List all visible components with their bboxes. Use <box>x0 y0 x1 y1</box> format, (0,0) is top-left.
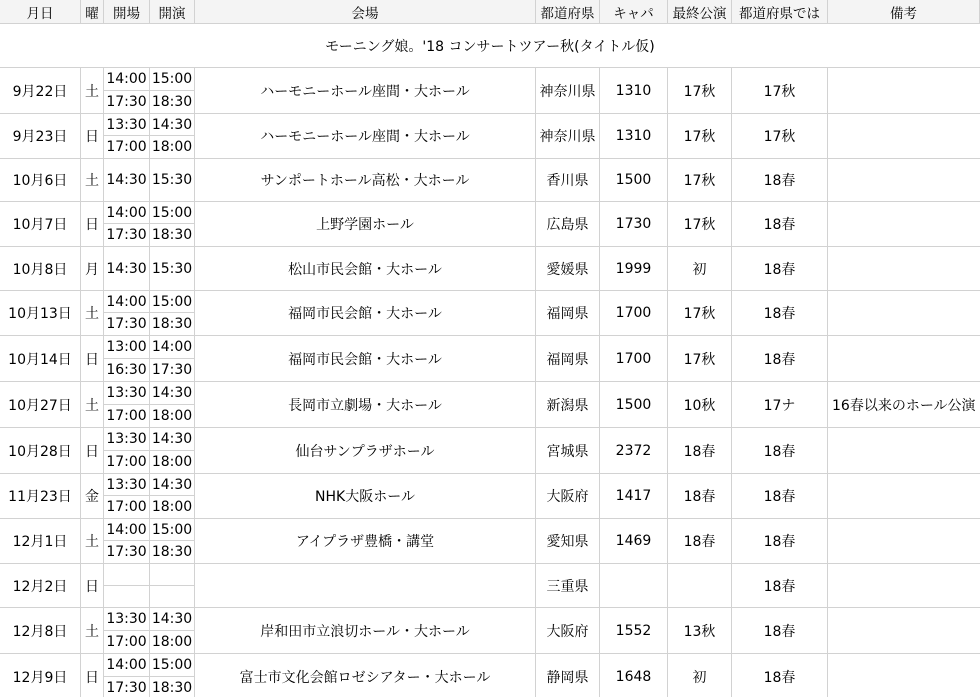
time-first-show <box>104 564 149 586</box>
open-time-cell <box>104 608 150 654</box>
prefecture-cell: 愛媛県 <box>536 247 600 291</box>
date-cell: 10月14日 <box>0 336 81 382</box>
open-time-cell <box>104 654 150 697</box>
note-cell <box>828 336 980 382</box>
time-first-show: 15:00 <box>150 68 194 91</box>
note-cell <box>828 519 980 564</box>
last-show-cell: 18春 <box>668 428 732 474</box>
open-time-cell <box>104 382 150 428</box>
date-cell: 12月9日 <box>0 654 81 697</box>
open-time-cell <box>104 564 150 608</box>
time-first-show: 14:00 <box>104 519 149 541</box>
open-time-cell <box>104 291 150 336</box>
last-show-cell: 17秋 <box>668 202 732 247</box>
open-time-cell: 14:30 <box>104 247 150 291</box>
capacity-cell: 1552 <box>600 608 668 654</box>
note-cell <box>828 202 980 247</box>
capacity-cell: 1500 <box>600 382 668 428</box>
table-row <box>0 519 980 564</box>
capacity-cell: 1648 <box>600 654 668 697</box>
header-date: 月日 <box>0 0 81 24</box>
table-row <box>0 382 980 428</box>
date-cell: 12月8日 <box>0 608 81 654</box>
time-first-show: 14:00 <box>104 202 149 224</box>
time-first-show: 13:30 <box>104 608 149 631</box>
prefecture-cell: 宮城県 <box>536 428 600 474</box>
time-second-show: 17:00 <box>106 407 147 424</box>
open-time-cell <box>104 474 150 519</box>
time-first-show: 13:30 <box>104 428 149 451</box>
venue-cell: 岸和田市立浪切ホール・大ホール <box>195 608 536 654</box>
prefecture-last-cell: 18春 <box>732 608 828 654</box>
date-cell: 9月23日 <box>0 114 81 159</box>
last-show-cell: 17秋 <box>668 114 732 159</box>
table-row <box>0 654 980 697</box>
time-second-show: 18:30 <box>151 544 193 560</box>
open-time-cell: 14:30 <box>104 159 150 202</box>
note-cell <box>828 114 980 159</box>
venue-cell <box>195 564 536 608</box>
date-cell: 10月7日 <box>0 202 81 247</box>
table-row <box>0 336 980 382</box>
weekday-cell: 日 <box>81 428 104 474</box>
date-cell: 9月22日 <box>0 68 81 114</box>
time-first-show: 14:00 <box>104 291 149 313</box>
header-open: 開場 <box>104 0 150 24</box>
prefecture-last-cell: 18春 <box>732 159 828 202</box>
start-time-cell <box>150 428 195 474</box>
venue-cell: 長岡市立劇場・大ホール <box>195 382 536 428</box>
note-cell <box>828 68 980 114</box>
date-cell: 10月8日 <box>0 247 81 291</box>
prefecture-cell: 新潟県 <box>536 382 600 428</box>
time-first-show: 14:30 <box>150 428 194 451</box>
prefecture-cell: 大阪府 <box>536 474 600 519</box>
time-first-show: 15:00 <box>150 519 194 541</box>
capacity-cell: 1700 <box>600 336 668 382</box>
capacity-cell: 2372 <box>600 428 668 474</box>
venue-cell: ハーモニーホール座間・大ホール <box>195 68 536 114</box>
capacity-cell: 1500 <box>600 159 668 202</box>
prefecture-last-cell: 18春 <box>732 428 828 474</box>
prefecture-last-cell: 17秋 <box>732 68 828 114</box>
header-venue: 会場 <box>195 0 536 24</box>
last-show-cell: 17秋 <box>668 159 732 202</box>
start-time-cell <box>150 519 195 564</box>
prefecture-cell: 福岡県 <box>536 291 600 336</box>
time-first-show: 14:00 <box>104 654 149 677</box>
time-second-show: 18:30 <box>151 227 193 243</box>
capacity-cell: 1469 <box>600 519 668 564</box>
date-cell: 10月6日 <box>0 159 81 202</box>
venue-cell: 福岡市民会館・大ホール <box>195 336 536 382</box>
time-first-show: 15:00 <box>150 202 194 224</box>
last-show-cell: 17秋 <box>668 68 732 114</box>
prefecture-last-cell: 17秋 <box>732 114 828 159</box>
start-time-cell <box>150 291 195 336</box>
time-second-show: 17:00 <box>106 139 147 155</box>
table-row <box>0 474 980 519</box>
time-second-show: 17:30 <box>106 227 147 243</box>
date-cell: 12月1日 <box>0 519 81 564</box>
header-prefecture-last: 都道府県では <box>732 0 828 24</box>
time-first-show: 13:30 <box>104 474 149 496</box>
last-show-cell: 17秋 <box>668 336 732 382</box>
prefecture-cell: 大阪府 <box>536 608 600 654</box>
last-show-cell: 18春 <box>668 519 732 564</box>
prefecture-last-cell: 18春 <box>732 519 828 564</box>
time-first-show: 14:30 <box>150 114 194 136</box>
capacity-cell: 1310 <box>600 114 668 159</box>
venue-cell: アイプラザ豊橋・講堂 <box>195 519 536 564</box>
prefecture-cell: 静岡県 <box>536 654 600 697</box>
capacity-cell: 1730 <box>600 202 668 247</box>
note-cell: 16春以来のホール公演 <box>828 382 980 428</box>
start-time-cell <box>150 654 195 697</box>
prefecture-last-cell: 18春 <box>732 202 828 247</box>
table-row <box>0 291 980 336</box>
weekday-cell: 土 <box>81 68 104 114</box>
time-first-show: 13:30 <box>104 114 149 136</box>
time-second-show <box>104 586 149 608</box>
prefecture-last-cell: 18春 <box>732 336 828 382</box>
venue-cell: 富士市文化会館ロゼシアター・大ホール <box>195 654 536 697</box>
time-second-show: 18:30 <box>151 679 193 696</box>
note-cell <box>828 291 980 336</box>
time-first-show: 14:30 <box>150 608 194 631</box>
capacity-cell: 1310 <box>600 68 668 114</box>
time-second-show: 17:30 <box>106 93 147 110</box>
table-row <box>0 608 980 654</box>
prefecture-cell: 福岡県 <box>536 336 600 382</box>
last-show-cell: 初 <box>668 654 732 697</box>
header-last-show: 最終公演 <box>668 0 732 24</box>
header-notes: 備考 <box>828 0 980 24</box>
venue-cell: 仙台サンプラザホール <box>195 428 536 474</box>
time-first-show: 13:00 <box>104 336 149 359</box>
start-time-cell: 15:30 <box>150 247 195 291</box>
start-time-cell <box>150 382 195 428</box>
time-second-show: 16:30 <box>106 361 147 378</box>
time-first-show: 13:30 <box>104 382 149 405</box>
capacity-cell: 1700 <box>600 291 668 336</box>
time-second-show: 18:00 <box>151 453 193 470</box>
time-second-show: 18:00 <box>151 499 193 515</box>
open-time-cell <box>104 428 150 474</box>
prefecture-cell: 三重県 <box>536 564 600 608</box>
date-cell: 11月23日 <box>0 474 81 519</box>
last-show-cell: 18春 <box>668 474 732 519</box>
open-time-cell <box>104 68 150 114</box>
header-row <box>0 0 980 24</box>
weekday-cell: 土 <box>81 519 104 564</box>
table-row <box>0 68 980 114</box>
weekday-cell: 土 <box>81 382 104 428</box>
time-first-show <box>150 564 194 586</box>
weekday-cell: 日 <box>81 336 104 382</box>
prefecture-last-cell: 18春 <box>732 474 828 519</box>
start-time-cell <box>150 608 195 654</box>
venue-cell: 上野学園ホール <box>195 202 536 247</box>
time-second-show: 17:30 <box>106 679 147 696</box>
prefecture-cell: 神奈川県 <box>536 114 600 159</box>
start-time-cell <box>150 68 195 114</box>
table-row <box>0 247 980 291</box>
prefecture-last-cell: 18春 <box>732 564 828 608</box>
table-row <box>0 202 980 247</box>
last-show-cell: 13秋 <box>668 608 732 654</box>
prefecture-last-cell: 18春 <box>732 247 828 291</box>
note-cell <box>828 608 980 654</box>
start-time-cell <box>150 202 195 247</box>
venue-cell: 福岡市民会館・大ホール <box>195 291 536 336</box>
tour-title-row <box>0 24 980 68</box>
weekday-cell: 土 <box>81 608 104 654</box>
time-second-show: 17:30 <box>106 316 147 332</box>
note-cell <box>828 428 980 474</box>
last-show-cell: 10秋 <box>668 382 732 428</box>
note-cell <box>828 474 980 519</box>
prefecture-last-cell: 17ナ <box>732 382 828 428</box>
venue-cell: 松山市民会館・大ホール <box>195 247 536 291</box>
date-cell: 10月28日 <box>0 428 81 474</box>
venue-cell: サンポートホール高松・大ホール <box>195 159 536 202</box>
time-second-show: 18:30 <box>151 316 193 332</box>
weekday-cell: 日 <box>81 202 104 247</box>
prefecture-cell: 神奈川県 <box>536 68 600 114</box>
time-first-show: 14:30 <box>150 382 194 405</box>
weekday-cell: 月 <box>81 247 104 291</box>
time-second-show: 18:00 <box>151 633 193 650</box>
header-prefecture: 都道府県 <box>536 0 600 24</box>
time-second-show: 17:00 <box>106 453 147 470</box>
time-second-show: 17:30 <box>106 544 147 560</box>
start-time-cell: 15:30 <box>150 159 195 202</box>
weekday-cell: 土 <box>81 291 104 336</box>
open-time-cell <box>104 519 150 564</box>
time-first-show: 14:00 <box>150 336 194 359</box>
header-capacity: キャパ <box>600 0 668 24</box>
start-time-cell <box>150 474 195 519</box>
time-first-show: 15:00 <box>150 654 194 677</box>
date-cell: 12月2日 <box>0 564 81 608</box>
date-cell: 10月13日 <box>0 291 81 336</box>
table-row <box>0 159 980 202</box>
weekday-cell: 金 <box>81 474 104 519</box>
open-time-cell <box>104 202 150 247</box>
last-show-cell <box>668 564 732 608</box>
date-cell: 10月27日 <box>0 382 81 428</box>
header-dow: 曜 <box>81 0 104 24</box>
venue-cell: NHK大阪ホール <box>195 474 536 519</box>
last-show-cell: 17秋 <box>668 291 732 336</box>
time-first-show: 15:00 <box>150 291 194 313</box>
time-second-show: 18:00 <box>151 139 193 155</box>
prefecture-cell: 愛知県 <box>536 519 600 564</box>
capacity-cell: 1417 <box>600 474 668 519</box>
table-row <box>0 114 980 159</box>
header-start: 開演 <box>150 0 195 24</box>
note-cell <box>828 247 980 291</box>
prefecture-last-cell: 18春 <box>732 654 828 697</box>
table-row <box>0 564 980 608</box>
time-second-show: 17:30 <box>151 361 193 378</box>
open-time-cell <box>104 336 150 382</box>
venue-cell: ハーモニーホール座間・大ホール <box>195 114 536 159</box>
time-second-show: 18:30 <box>151 93 193 110</box>
capacity-cell: 1999 <box>600 247 668 291</box>
time-second-show: 17:00 <box>106 499 147 515</box>
start-time-cell <box>150 336 195 382</box>
prefecture-last-cell: 18春 <box>732 291 828 336</box>
last-show-cell: 初 <box>668 247 732 291</box>
time-first-show: 14:00 <box>104 68 149 91</box>
note-cell <box>828 564 980 608</box>
note-cell <box>828 654 980 697</box>
start-time-cell <box>150 564 195 608</box>
weekday-cell: 日 <box>81 564 104 608</box>
prefecture-cell: 香川県 <box>536 159 600 202</box>
time-second-show <box>150 586 194 608</box>
table-row <box>0 428 980 474</box>
weekday-cell: 日 <box>81 114 104 159</box>
start-time-cell <box>150 114 195 159</box>
note-cell <box>828 159 980 202</box>
prefecture-cell: 広島県 <box>536 202 600 247</box>
capacity-cell <box>600 564 668 608</box>
open-time-cell <box>104 114 150 159</box>
weekday-cell: 日 <box>81 654 104 697</box>
weekday-cell: 土 <box>81 159 104 202</box>
time-first-show: 14:30 <box>150 474 194 496</box>
time-second-show: 17:00 <box>106 633 147 650</box>
time-second-show: 18:00 <box>151 407 193 424</box>
tour-title: モーニング娘。'18 コンサートツアー秋(タイトル仮) <box>0 24 980 68</box>
